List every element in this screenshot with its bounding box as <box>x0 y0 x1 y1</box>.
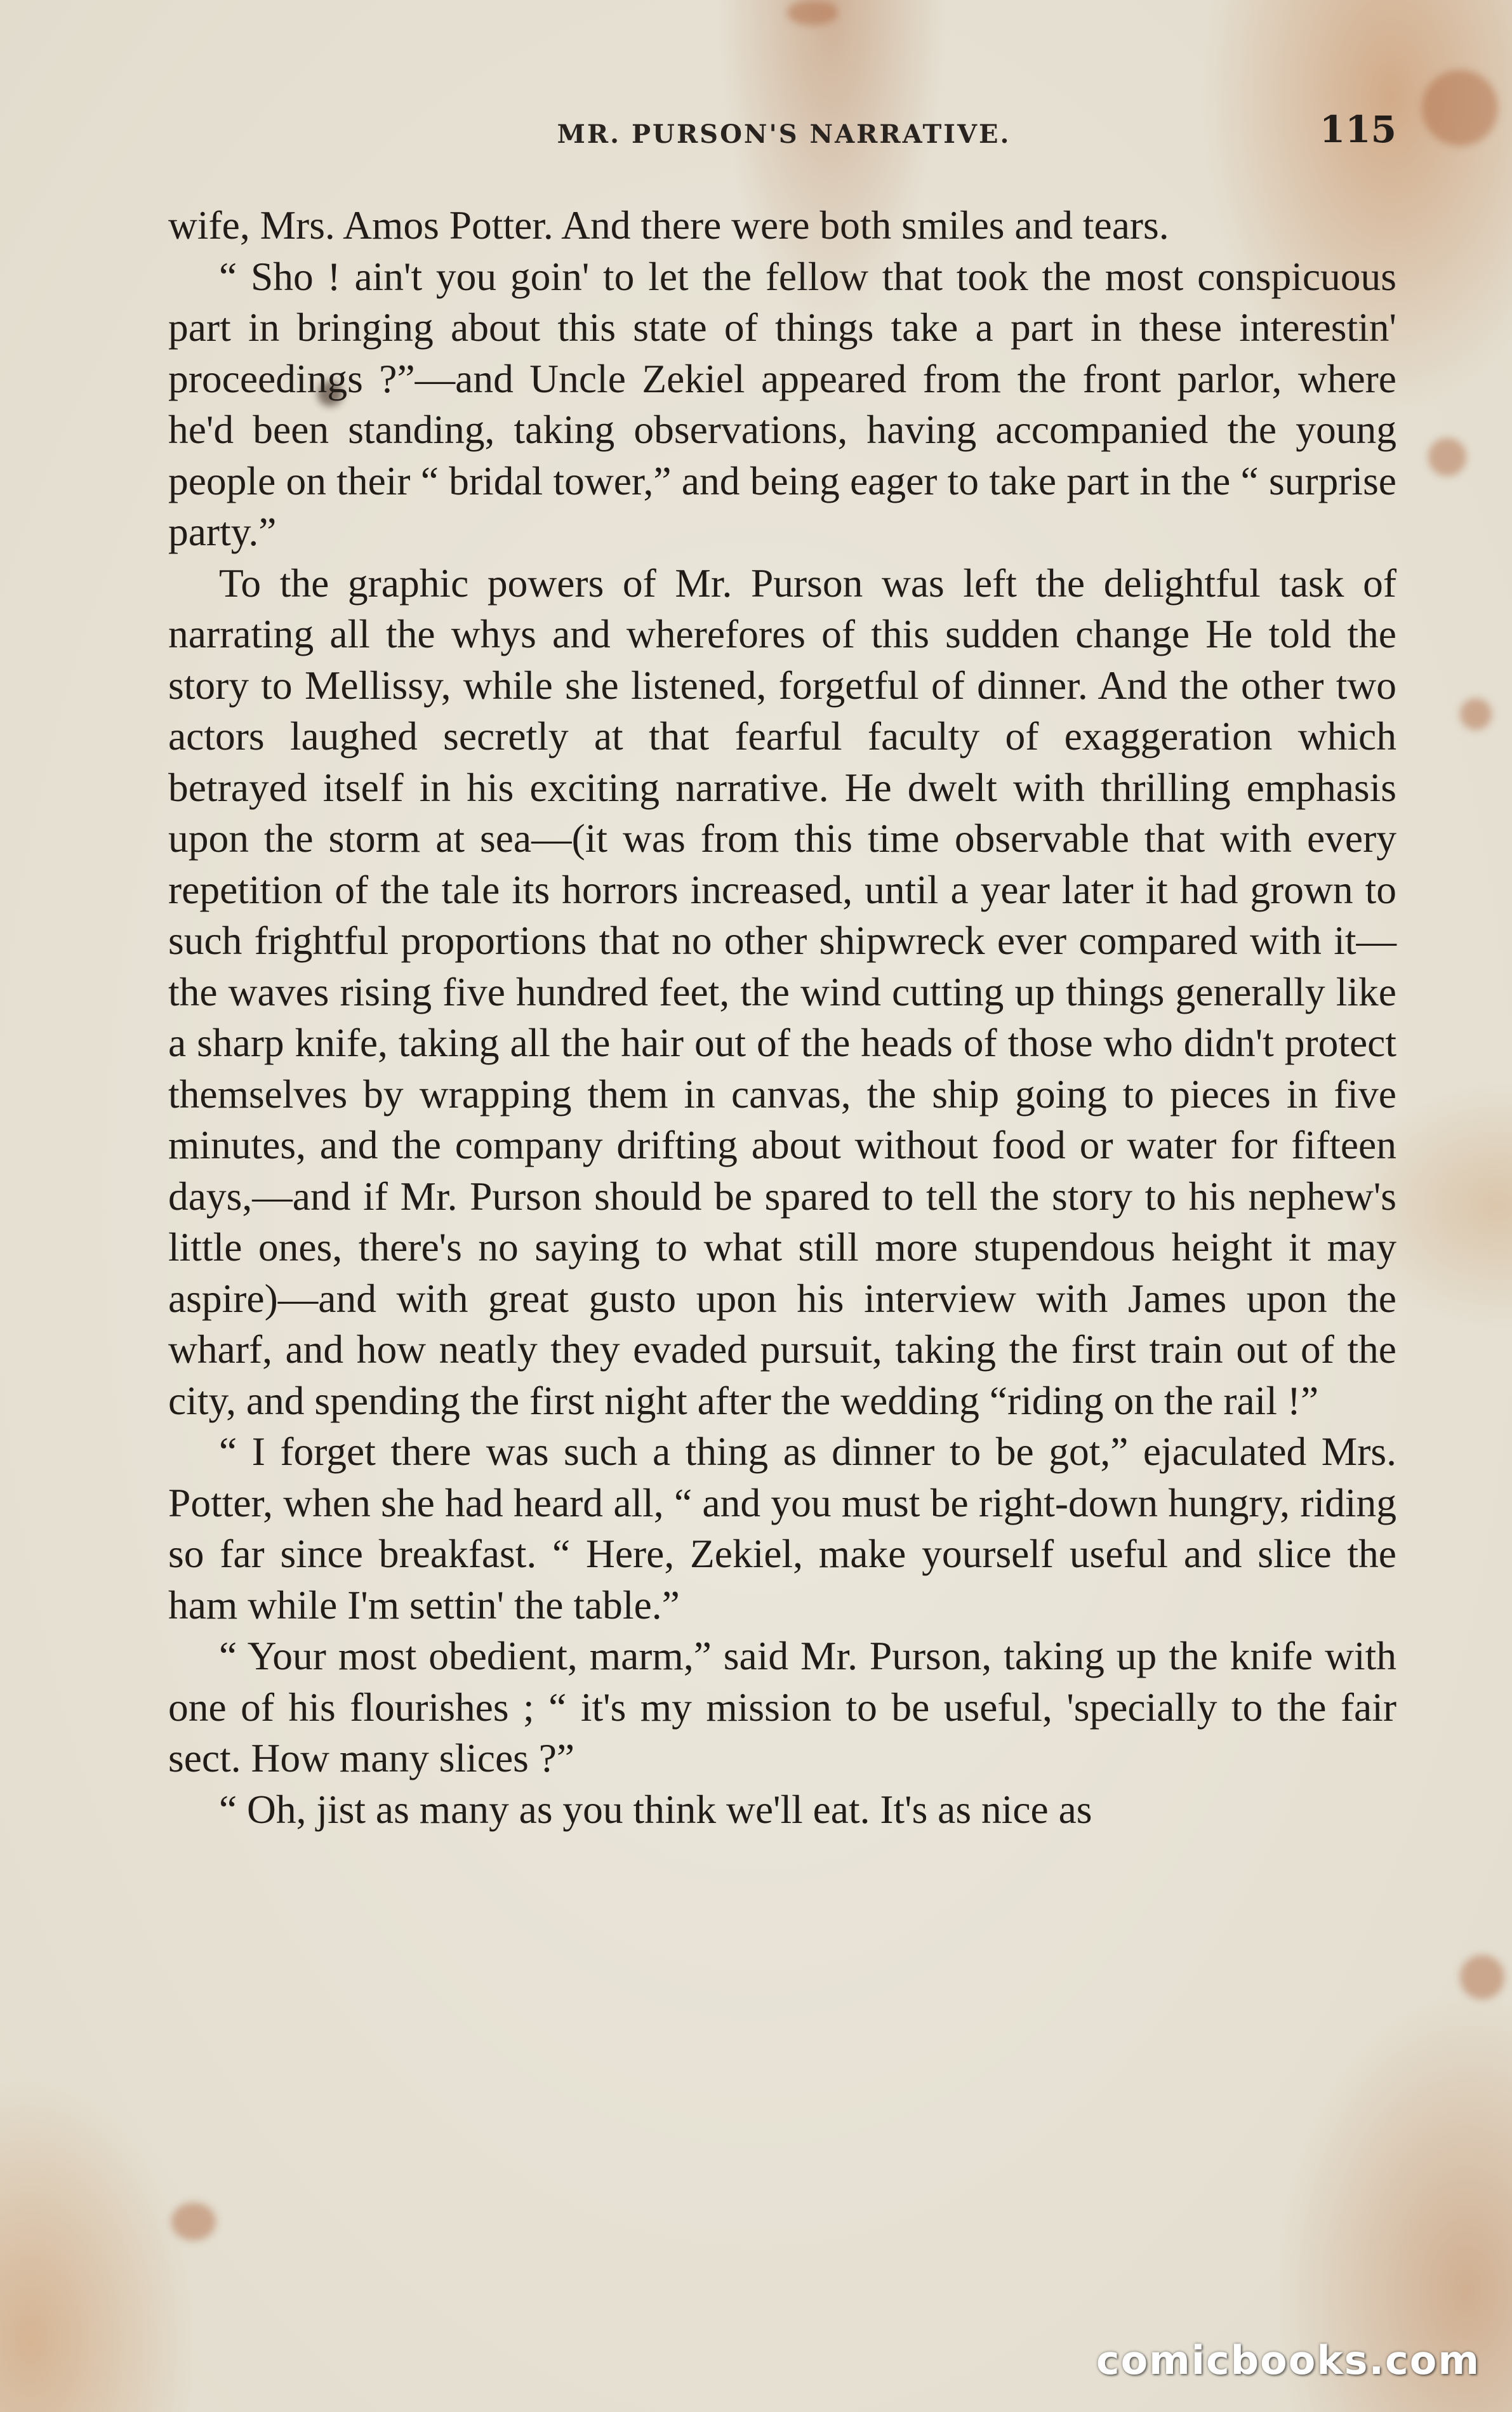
paper-stain <box>1428 438 1466 476</box>
paragraph: “ Your most obedient, marm,” said Mr. Purson, taking up the knife with one of his flourishes ; “ it's my mission to be useful, 'specially to the fair sect. How many slices ?” <box>168 1633 1396 1780</box>
page-number: 115 <box>1319 108 1396 151</box>
watermark: comicbooks.com <box>1096 2337 1480 2383</box>
paragraph: “ Oh, jist as many as you think we'll eat. It's as nice as <box>219 1786 1092 1832</box>
paragraph: “ I forget there was such a thing as dinner to be got,” ejaculated Mrs. Potter, when she had heard all, “ and you must be right-down hungry, riding so far since breakfast. “ Here, Zekiel, make yourself useful and slice the ham while I'm settin' the table.” <box>168 1429 1396 1627</box>
page-body <box>168 200 1396 1835</box>
paper-stain <box>171 2203 216 2241</box>
paper-stain <box>1422 70 1498 146</box>
paper-stain <box>787 0 838 25</box>
page-header <box>171 108 1396 165</box>
paragraph: wife, Mrs. Amos Potter. And there were both smiles and tears. <box>168 202 1169 248</box>
paragraph: To the graphic powers of Mr. Purson was left the delightful task of narrating all the whys and wherefores of this sudden change He told the story to Mellissy, while she listened, forgetful of dinner. And the other two actors laughed secretly at that fearful faculty of exaggeration which betrayed itself in his exciting narrative. He dwelt with thrilling emphasis upon the storm at sea—(it was from this time observable that with every repetition of the tale its horrors increased, until a year later it had grown to such frightful proportions that no other shipwreck ever compared with it—the waves rising five hundred feet, the wind cutting up things generally like a sharp knife, taking all the hair out of the heads of those who didn't protect themselves by wrapping them in canvas, the ship going to pieces in five minutes, and the company drifting about without food or water for fifteen days,—and if Mr. Purson should be spared to tell the story to his nephew's little ones, there's no saying to what still more stupendous height it may aspire)—and with great gusto upon his interview with James upon the wharf, and how neatly they evaded pursuit, taking the first train out of the city, and spending the first night after the wedding “riding on the rail !” <box>168 560 1396 1423</box>
paragraph: “ Sho ! ain't you goin' to let the fellow that took the most conspicuous part in bringing about this state of things take a part in these interestin' proceedings ?”—and Uncle Zekiel appeared from the front parlor, where he'd been standing, taking observations, having accompanied the young people on their “ bridal tower,” and being eager to take part in the “ surprise party.” <box>168 253 1396 554</box>
running-title: MR. PURSON'S NARRATIVE. <box>557 119 1011 149</box>
paper-stain <box>1460 698 1492 730</box>
paper-stain <box>1460 1955 1504 1999</box>
